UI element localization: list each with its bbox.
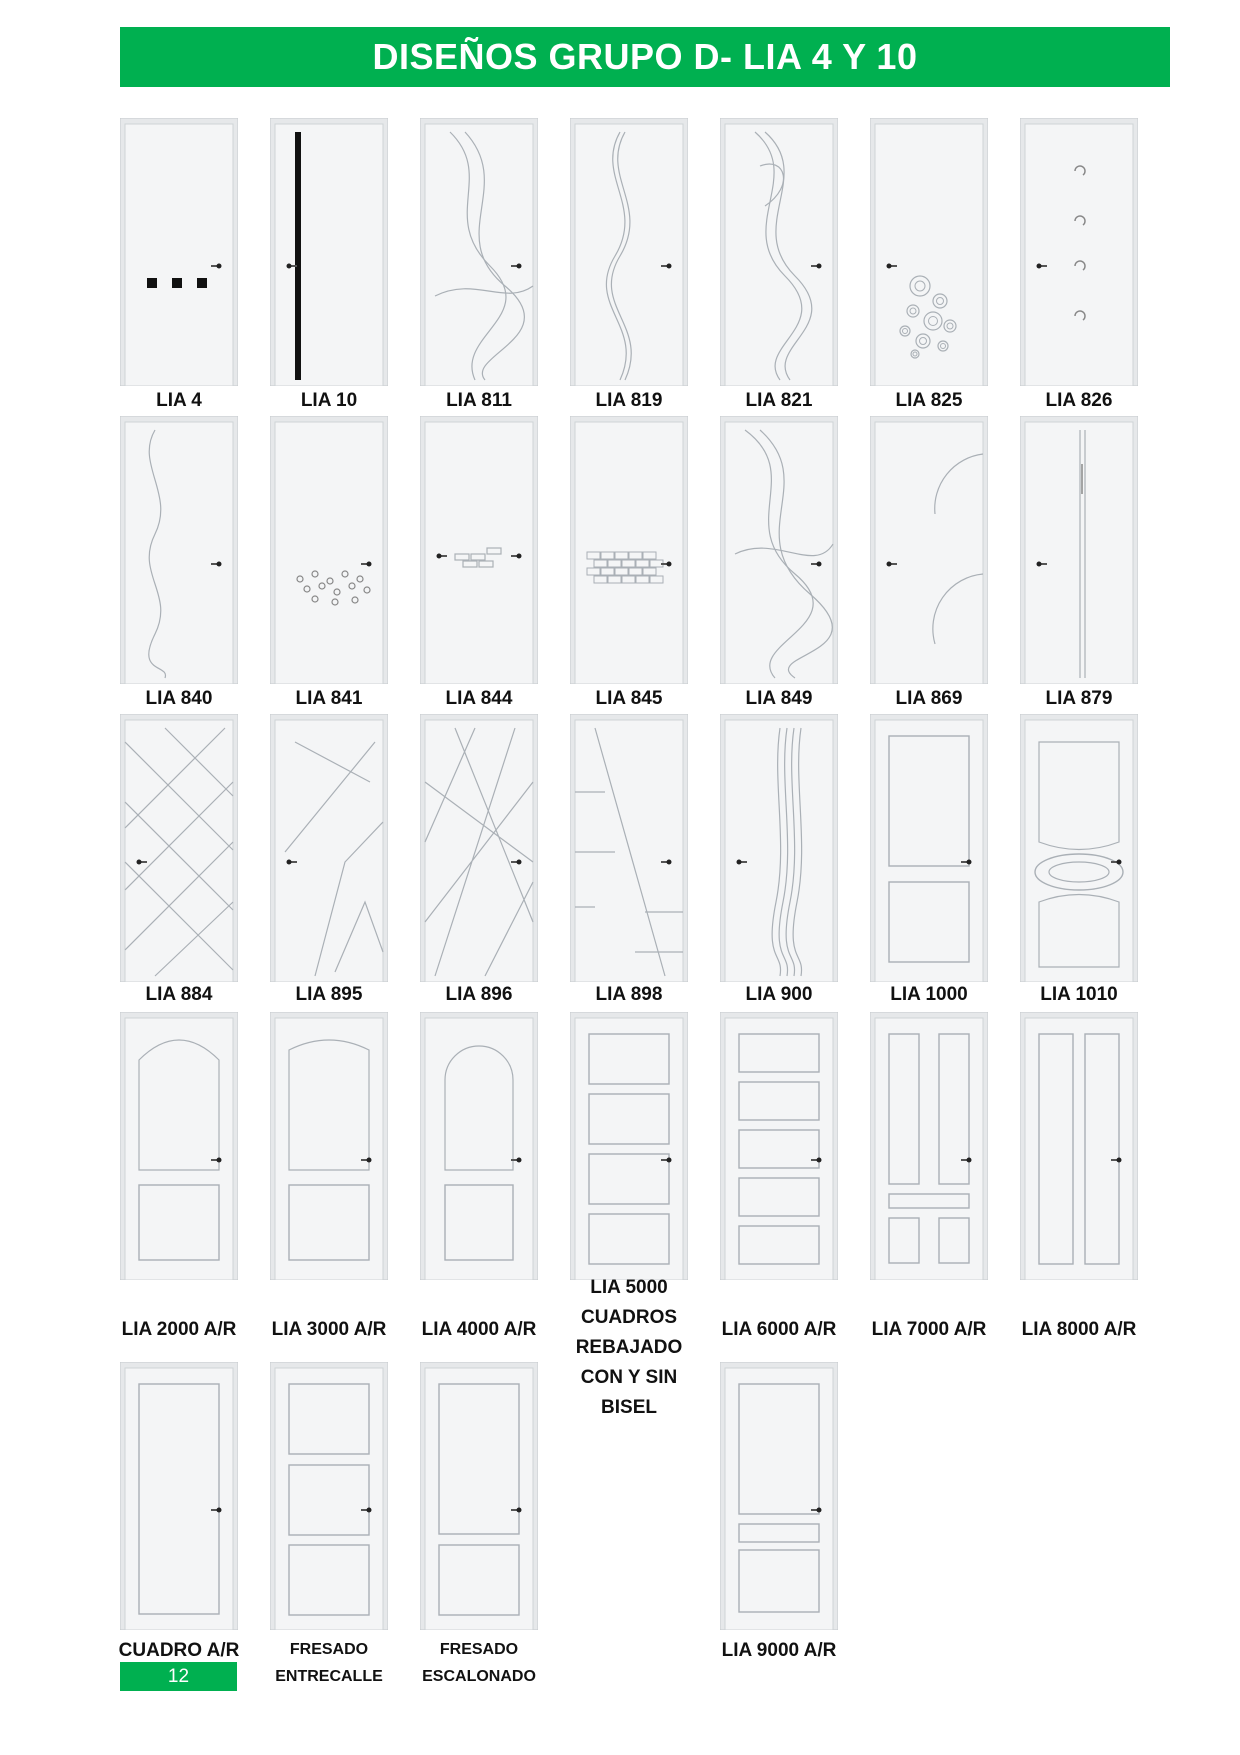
door-label: LIA 9000 A/R	[721, 1640, 837, 1661]
door-image	[420, 1362, 538, 1630]
door-image	[1020, 1012, 1138, 1280]
door-label: LIA 4	[156, 390, 202, 411]
door-image	[120, 1012, 238, 1280]
door-label: LIA 1000	[890, 984, 968, 1005]
door-image	[870, 416, 988, 684]
door-image	[720, 714, 838, 982]
door-image	[570, 416, 688, 684]
door-image	[120, 714, 238, 982]
door-image	[270, 1362, 388, 1630]
door-image	[570, 118, 688, 386]
door-image	[1020, 118, 1138, 386]
page-title	[120, 27, 1170, 87]
page-title-text: DISEÑOS GRUPO D- LIA 4 Y 10	[372, 36, 918, 77]
door-image	[120, 416, 238, 684]
door-label: LIA 826	[1045, 390, 1113, 411]
page-number-badge	[120, 1662, 237, 1691]
door-label: LIA 8000 A/R	[1021, 1319, 1137, 1340]
door-label: LIA 845	[595, 688, 663, 709]
door-image	[720, 416, 838, 684]
door-image	[420, 714, 538, 982]
door-label: CUADRO A/R	[118, 1640, 240, 1661]
door-image	[420, 1012, 538, 1280]
door-label: LIA 884	[145, 984, 213, 1005]
door-image	[270, 714, 388, 982]
door-label: LIA 5000 CUADROS REBAJADO CON Y SIN BISEL	[575, 1277, 683, 1418]
door-label: LIA 7000 A/R	[871, 1319, 987, 1340]
door-label: LIA 896	[445, 984, 513, 1005]
door-label: LIA 879	[1045, 688, 1113, 709]
door-image	[870, 1012, 988, 1280]
door-label: LIA 3000 A/R	[271, 1319, 387, 1340]
door-label: LIA 849	[745, 688, 813, 709]
door-image	[1020, 416, 1138, 684]
door-label: LIA 2000 A/R	[121, 1319, 237, 1340]
door-image	[270, 118, 388, 386]
door-label: LIA 10	[300, 390, 358, 411]
door-image	[720, 1012, 838, 1280]
page-number: 12	[167, 1665, 190, 1687]
door-image	[570, 714, 688, 982]
door-image	[120, 118, 238, 386]
door-label: LIA 841	[295, 688, 363, 709]
door-image	[120, 1362, 238, 1630]
door-label: LIA 811	[446, 390, 512, 411]
door-label: LIA 1010	[1040, 984, 1118, 1005]
door-image	[420, 416, 538, 684]
door-image	[570, 1012, 688, 1280]
door-label: LIA 821	[745, 390, 813, 411]
door-label: LIA 819	[595, 390, 663, 411]
door-label: LIA 869	[895, 688, 963, 709]
door-label: LIA 4000 A/R	[421, 1319, 537, 1340]
door-image	[720, 1362, 838, 1630]
door-image	[420, 118, 538, 386]
door-label: FRESADO ESCALONADO	[422, 1641, 536, 1685]
door-label: LIA 6000 A/R	[721, 1319, 837, 1340]
door-label: LIA 825	[895, 390, 963, 411]
door-label: LIA 844	[445, 688, 513, 709]
door-label: FRESADO ENTRECALLE	[275, 1641, 383, 1685]
door-image	[270, 1012, 388, 1280]
door-image	[870, 714, 988, 982]
door-image	[720, 118, 838, 386]
door-label: LIA 840	[145, 688, 213, 709]
door-label: LIA 895	[295, 984, 363, 1005]
door-image	[870, 118, 988, 386]
door-image	[1020, 714, 1138, 982]
door-label: LIA 900	[745, 984, 813, 1005]
door-image	[270, 416, 388, 684]
door-label: LIA 898	[595, 984, 663, 1005]
